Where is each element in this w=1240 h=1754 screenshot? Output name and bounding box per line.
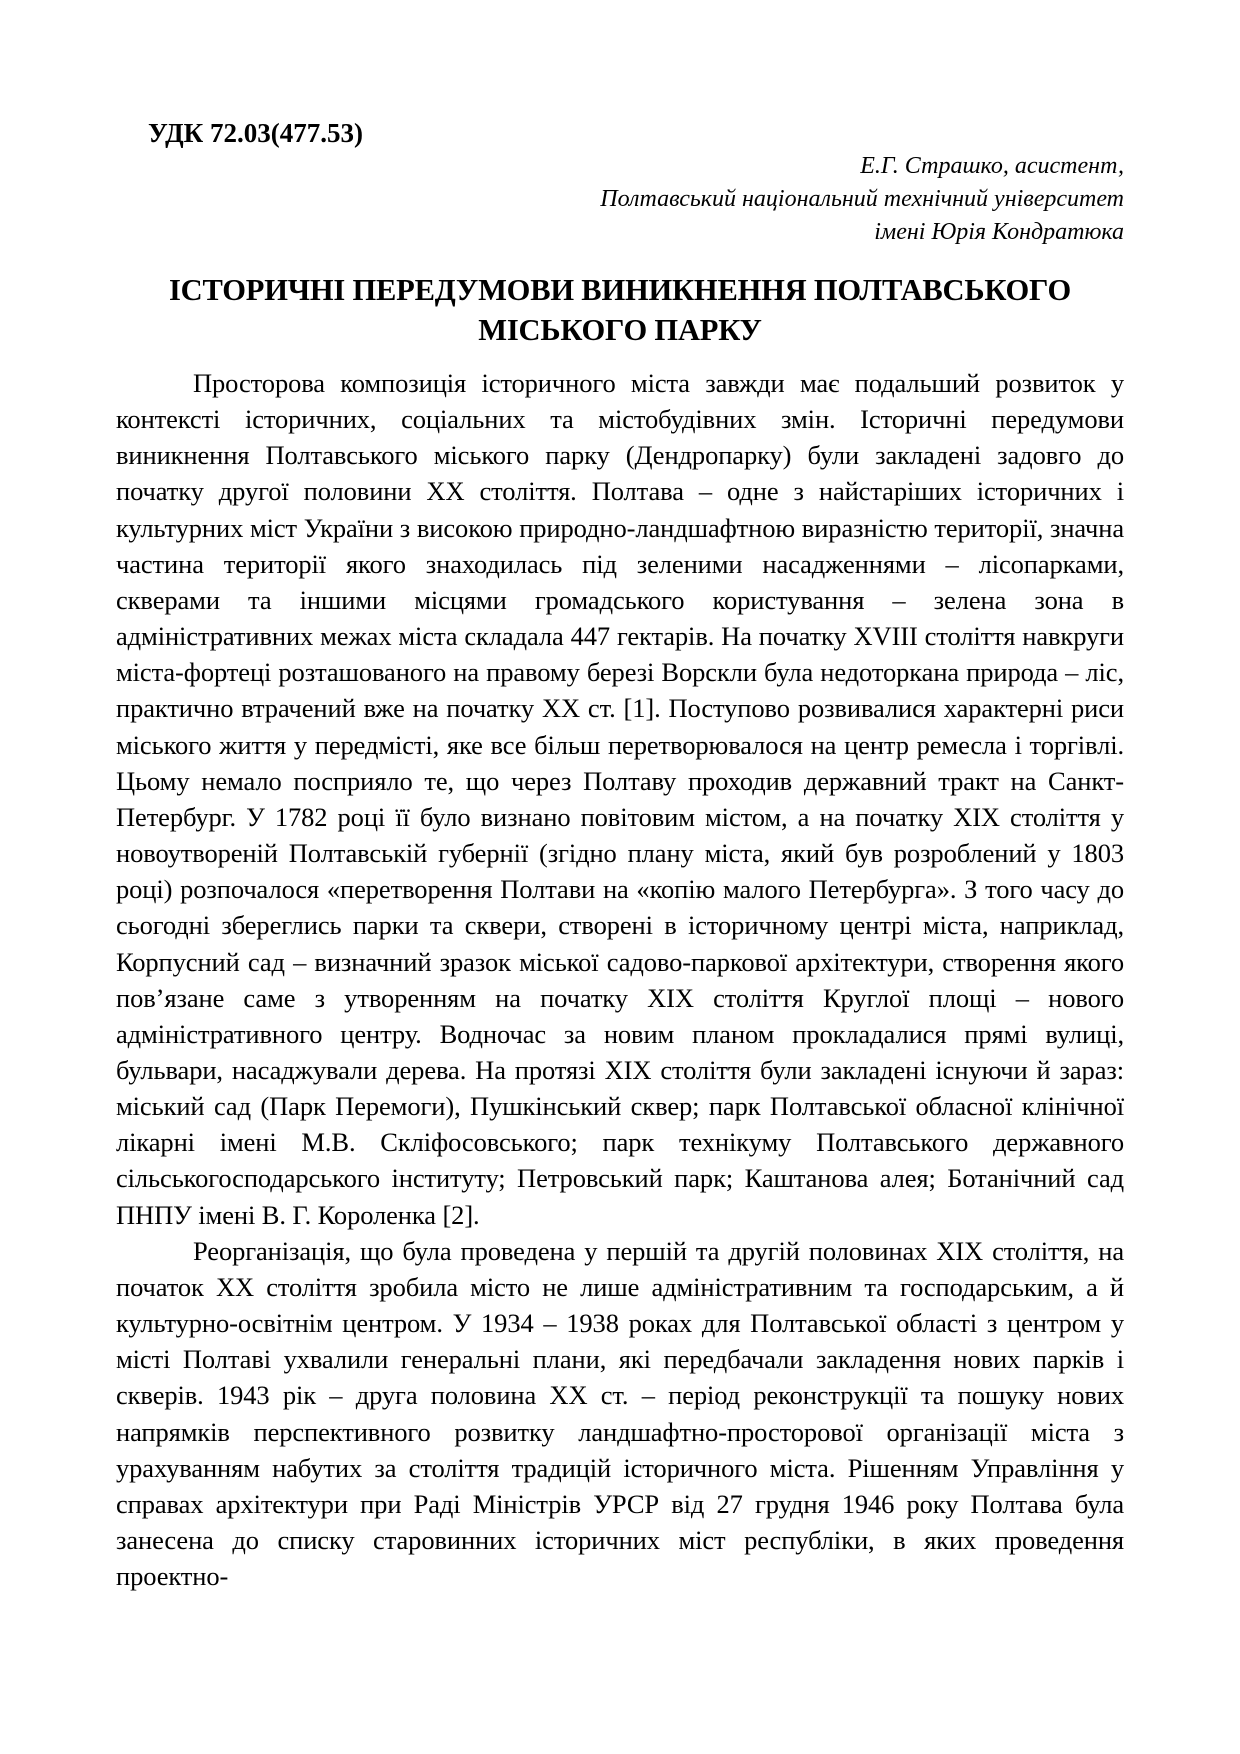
- paragraph-2: Реорганізація, що була проведена у першій та другій половинах XIX століття, на початок XX століття зробила місто не лише адміністративним та господарським, а й культурно-освітнім центром. У 1934 – 1938 роках для Полтавської області з центром у місті Полтаві ухвалили генеральні плани, які передбачали закладення нових парків і скверів. 1943 рік – друга половина XX ст. – період реконструкції та пошуку нових напрямків перспективного розвитку ландшафтно-просторової організації міста з урахуванням набутих за століття традицій історичного міста. Рішенням Управління у справах архітектури при Раді Міністрів УРСР від 27 грудня 1946 року Полтава була занесена до списку старовинних історичних міст республіки, в яких проведення проектно-: [116, 1235, 1124, 1592]
- udc-code: УДК 72.03(477.53): [148, 118, 363, 148]
- paragraph-1: Просторова композиція історичного міста завжди має подальший розвиток у контексті історичних, соціальних та містобудівних змін. Історичні передумови виникнення Полтавського міського парку (Дендропарку) були закладені задовго до початку другої половини XX століття. Полтава – одне з найстаріших історичних і культурних міст України з високою природно-ландшафтною виразністю території, значна частина території якого знаходилась під зеленими насадженнями – лісопарками, скверами та іншими місцями громадського користування – зелена зона в адміністративних межах міста складала 447 гектарів. На початку XVIII століття навкруги міста-фортеці розташованого на правому березі Ворскли була недоторкана природа – ліс, практично втрачений вже на початку XX ст. [1]. Поступово розвивалися характерні риси міського життя у передмісті, яке все більш перетворювалося на центр ремесла і торгівлі. Цьому немало посприяло те, що через Полтаву проходив державний тракт на Санкт-Петербург. У 1782 році її було визнано повітовим містом, а на початку XIX століття у новоутвореній Полтавській губернії (згідно плану міста, який був розроблений у 1803 році) розпочалося «перетворення Полтави на «копію малого Петербурга». З того часу до сьогодні збереглись парки та сквери, створені в історичному центрі міста, наприклад, Корпусний сад – визначний зразок міської садово-паркової архітектури, створення якого пов’язане саме з утворенням на початку XIX століття Круглої площі – нового адміністративного центру. Водночас за новим планом прокладалися прямі вулиці, бульвари, насаджували дерева. На протязі XIX століття були закладені існуючи й зараз: міський сад (Парк Перемоги), Пушкінський сквер; парк Полтавської обласної клінічної лікарні імені М.В. Скліфосовського; парк технікуму Полтавського державного сільськогосподарського інституту; Петровський парк; Каштанова алея; Ботанічний сад ПНПУ імені В. Г. Короленка [2].: [116, 368, 1124, 1230]
- author-name: Е.Г. Страшко, асистент,: [860, 153, 1124, 179]
- university-line: Полтавський національний технічний університет: [600, 186, 1124, 212]
- article-body: [116, 365, 1124, 1594]
- university-name-line: імені Юрія Кондратюка: [874, 219, 1124, 245]
- author-affiliation: [364, 150, 1124, 249]
- title-line-2: МІСЬКОГО ПАРКУ: [478, 313, 762, 347]
- title-line-1: ІСТОРИЧНІ ПЕРЕДУМОВИ ВИНИКНЕННЯ ПОЛТАВСЬКОГО: [169, 273, 1071, 307]
- article-title: [116, 270, 1124, 350]
